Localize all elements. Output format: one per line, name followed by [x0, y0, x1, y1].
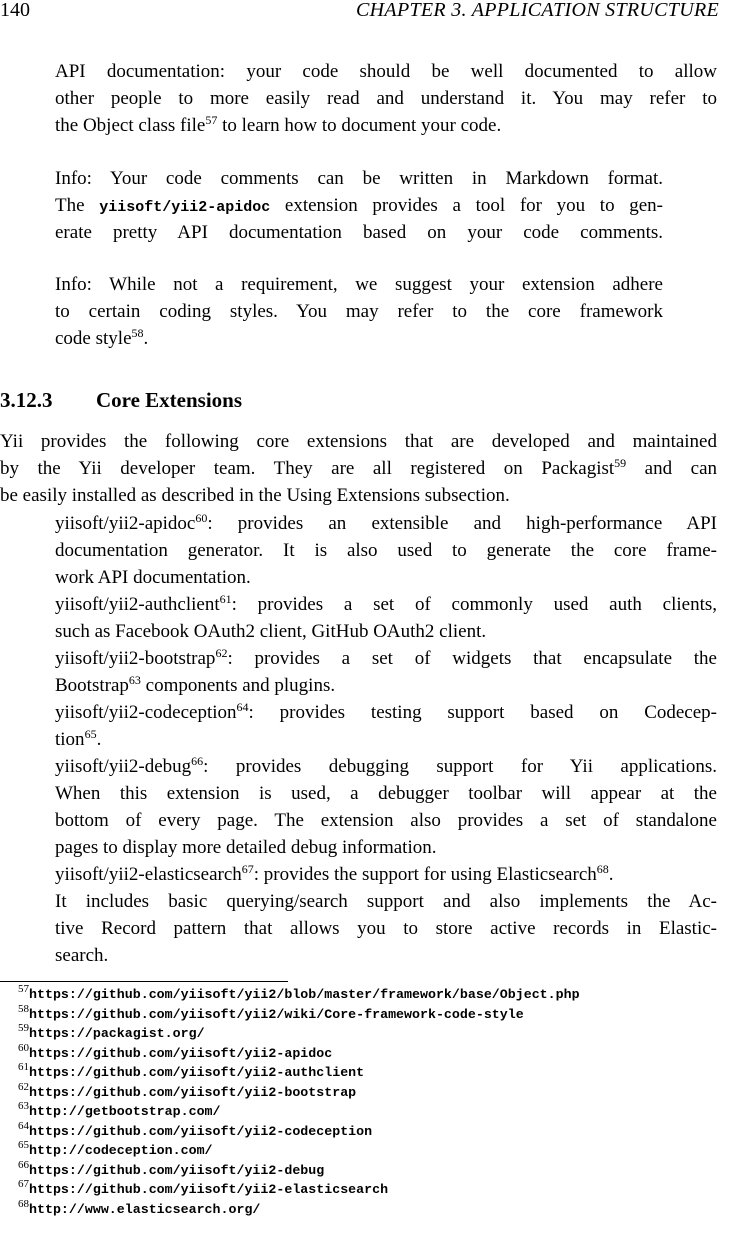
footnote-link[interactable]: https://github.com/yiisoft/yii2-bootstrap — [29, 1084, 357, 1100]
footnote: $^{64}$https://github.com/yiisoft/yii2-codeception — [18, 1119, 373, 1139]
list-item-codeception — [55, 699, 717, 753]
footnote-ref[interactable]: 67 — [241, 862, 254, 876]
section-title: Core Extensions — [96, 388, 243, 412]
text-line: search. — [55, 945, 109, 966]
extension-name: yiisoft/yii2-authclient — [55, 594, 220, 615]
footnote: $^{65}$http://codeception.com/ — [18, 1139, 213, 1158]
text-line: erate pretty API documentation based on your code comments. — [55, 222, 663, 243]
footnote-ref[interactable]: 60 — [195, 511, 208, 525]
text-line: work API documentation. — [55, 567, 251, 588]
list-item-bootstrap — [55, 645, 717, 699]
info-note-markdown — [55, 165, 663, 246]
page-number: 140 — [0, 0, 30, 21]
text-line: It includes basic querying/search support and also implements the Ac- — [55, 891, 717, 912]
footnote-ref[interactable]: 61 — [219, 592, 232, 606]
footnote-ref[interactable]: 64 — [236, 700, 249, 714]
text-line: yiisoft/yii2-debug$^{66}$: provides debugging support for Yii applications. — [55, 754, 717, 777]
footnote-link[interactable]: https://packagist.org/ — [29, 1026, 205, 1041]
footnote: $^{59}$https://packagist.org/ — [18, 1022, 205, 1041]
text-line: yiisoft/yii2-elasticsearch$^{67}$: provides the support for using Elasticsearch$^{68}$. — [55, 862, 614, 885]
text-line: pages to display more detailed debug information. — [55, 837, 437, 858]
list-item-elasticsearch — [55, 861, 717, 969]
footnotes — [18, 985, 580, 1219]
text-line: yiisoft/yii2-codeception$^{64}$: provides testing support based on Codecep- — [55, 700, 717, 723]
footnote-link[interactable]: https://github.com/yiisoft/yii2-codeception — [29, 1123, 373, 1139]
text-line: When this extension is used, a debugger toolbar will appear at the — [55, 783, 717, 804]
text-line: API documentation: your code should be well documented to allow — [55, 61, 717, 82]
text-line: be easily installed as described in the Using Extensions subsection. — [0, 485, 510, 506]
extension-name: yiisoft/yii2-codeception — [55, 702, 237, 723]
extensions-list — [55, 510, 717, 969]
footnote: $^{63}$http://getbootstrap.com/ — [18, 1100, 221, 1119]
text-line: tive Record pattern that allows you to store active records in Elastic- — [55, 918, 717, 939]
list-item-apidoc — [55, 510, 717, 591]
extension-name: yiisoft/yii2-elasticsearch — [55, 864, 242, 885]
footnote: $^{61}$https://github.com/yiisoft/yii2-authclient — [18, 1061, 365, 1080]
text-line: yiisoft/yii2-authclient$^{61}$: provides a set of commonly used auth clients, — [55, 592, 717, 615]
list-item-debug — [55, 753, 717, 861]
text-line: by the Yii developer team. They are all registered on Packagist$^{59}$ and can — [0, 456, 717, 479]
footnote: $^{58}$https://github.com/yiisoft/yii2/wiki/Core-framework-code-style — [18, 1002, 524, 1022]
extension-name: yiisoft/yii2-bootstrap — [55, 648, 216, 669]
text-line: code style$^{58}$. — [55, 326, 149, 349]
text-line: such as Facebook OAuth2 client, GitHub OAuth2 client. — [55, 621, 487, 642]
footnote: $^{68}$http://www.elasticsearch.org/ — [18, 1197, 261, 1217]
text-line: other people to more easily read and understand it. You may refer to — [55, 88, 717, 109]
info-note-coding-style — [55, 271, 663, 352]
footnote-ref[interactable]: 58 — [131, 326, 144, 340]
footnote: $^{60}$https://github.com/yiisoft/yii2-apidoc — [18, 1041, 333, 1061]
footnote-link[interactable]: https://github.com/yiisoft/yii2-authclient — [29, 1065, 365, 1080]
footnote: $^{67}$https://github.com/yiisoft/yii2-elasticsearch — [18, 1178, 389, 1197]
section-number: 3.12.3 — [0, 388, 53, 412]
text-line: bottom of every page. The extension also provides a set of standalone — [55, 810, 717, 831]
page-header — [0, 0, 741, 22]
text-line: Yii provides the following core extensions that are developed and maintained — [0, 431, 717, 452]
text-line: documentation generator. It is also used to generate the core frame- — [55, 540, 717, 561]
footnote: $^{66}$https://github.com/yiisoft/yii2-debug — [18, 1158, 325, 1178]
footnote-ref[interactable]: 68 — [596, 862, 609, 876]
text-line: the Object class file$^{57}$ to learn how to document your code. — [55, 113, 502, 136]
footnote-ref[interactable]: 66 — [191, 754, 204, 768]
text-line: yiisoft/yii2-apidoc$^{60}$: provides an extensible and high-performance API — [55, 511, 717, 534]
footnote-link[interactable]: https://github.com/yiisoft/yii2-apidoc — [29, 1045, 333, 1061]
footnote-link[interactable]: http://codeception.com/ — [29, 1143, 213, 1158]
text-line: tion$^{65}$. — [55, 727, 102, 750]
code-literal: yiisoft/yii2-apidoc — [99, 199, 271, 216]
footnote-ref[interactable]: 57 — [205, 113, 218, 127]
footnote-ref[interactable]: 59 — [614, 456, 627, 470]
footnote-link[interactable]: https://github.com/yiisoft/yii2/wiki/Core-framework-code-style — [29, 1006, 524, 1022]
text-line: yiisoft/yii2-bootstrap$^{62}$: provides a set of widgets that encapsulate the — [55, 646, 717, 669]
extension-name: yiisoft/yii2-apidoc — [55, 513, 196, 534]
section-heading — [0, 386, 242, 414]
footnote-ref[interactable]: 65 — [84, 727, 97, 741]
footnote-ref[interactable]: 62 — [215, 646, 228, 660]
text-line: Info: While not a requirement, we suggest your extension adhere — [55, 274, 663, 295]
extension-name: yiisoft/yii2-debug — [55, 756, 192, 777]
text-line: Info: Your code comments can be written in Markdown format. — [55, 168, 663, 189]
running-title: CHAPTER 3. APPLICATION STRUCTURE — [356, 0, 719, 21]
footnote-link[interactable]: http://getbootstrap.com/ — [29, 1104, 221, 1119]
footnote-link[interactable]: http://www.elasticsearch.org/ — [29, 1201, 261, 1217]
list-item-authclient — [55, 591, 717, 645]
text-line: to certain coding styles. You may refer to the core framework — [55, 301, 663, 322]
footnote-link[interactable]: https://github.com/yiisoft/yii2-debug — [29, 1162, 325, 1178]
footnote-link[interactable]: https://github.com/yiisoft/yii2/blob/master/framework/base/Object.php — [29, 987, 580, 1002]
text-line: Bootstrap$^{63}$ components and plugins. — [55, 673, 336, 696]
footnote-link[interactable]: https://github.com/yiisoft/yii2-elasticsearch — [29, 1182, 389, 1197]
footnote-separator — [0, 981, 288, 982]
intro-paragraph — [0, 428, 717, 509]
footnote: $^{62}$https://github.com/yiisoft/yii2-bootstrap — [18, 1080, 357, 1100]
text-line: The yiisoft/yii2-apidoc extension provides a tool for you to gen- — [55, 195, 664, 216]
footnote-ref[interactable]: 63 — [128, 673, 141, 687]
api-doc-paragraph — [55, 58, 717, 139]
footnote: $^{57}$https://github.com/yiisoft/yii2/blob/master/framework/base/Object.php — [18, 983, 580, 1002]
